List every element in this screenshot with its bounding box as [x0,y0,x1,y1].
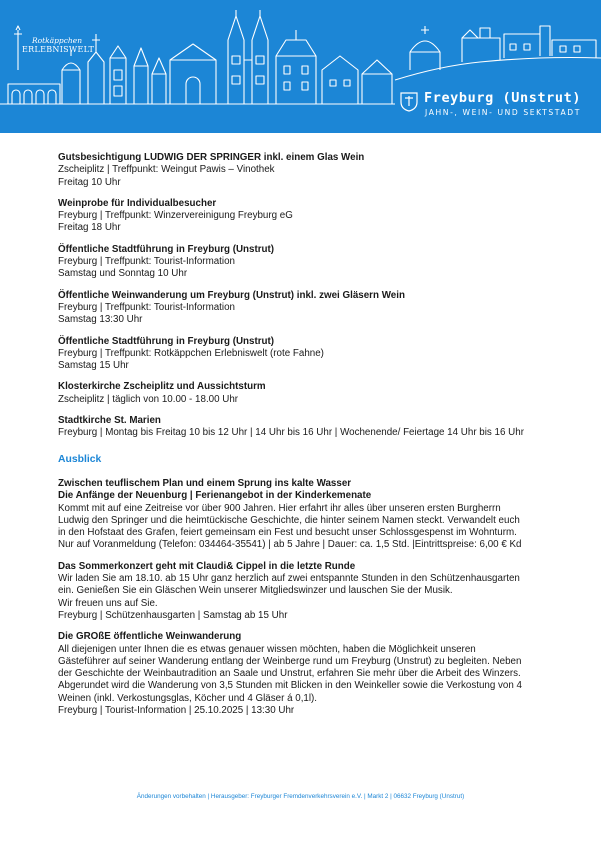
event-title: Öffentliche Stadtführung in Freyburg (Unstrut) [58,335,275,347]
event-item [58,415,548,440]
ausblick-text-line: Nur auf Voranmeldung (Telefon: 034464-35541) | ab 5 Jahre | Dauer: ca. 1,5 Std. |Eintrittspreise: 6,00 € Kd [58,539,522,551]
event-detail: Samstag 13:30 Uhr [58,314,143,326]
ausblick-text-line: der Geschichte der Weinbautradition an Saale und Unstrut, erfahren Sie mehr über die Arbeit des Winzers. [58,668,521,680]
coat-of-arms-icon [400,92,418,112]
town-title: Freyburg (Unstrut) [424,90,582,106]
logo-wordmark: ERLEBNISWELT [22,45,95,54]
ausblick-item [58,561,548,622]
ausblick-text-line: Freyburg | Schützenhausgarten | Samstag ab 15 Uhr [58,609,288,621]
event-item [58,381,548,406]
event-detail: Freyburg | Treffpunkt: Tourist-Information [58,301,235,313]
event-item [58,244,548,281]
event-title: Weinprobe für Individualbesucher [58,197,217,209]
event-title: Klosterkirche Zscheiplitz und Aussichtsturm [58,381,266,393]
event-item [58,152,548,189]
ausblick-text-line: ein. Genießen Sie ein Gläschen Wein unserer Mitgliedswinzer und lauschen Sie der Musik. [58,585,453,597]
event-title: Gutsbesichtigung LUDWIG DER SPRINGER inkl. einem Glas Wein [58,152,365,163]
event-detail: Freyburg | Treffpunkt: Rotkäppchen Erlebniswelt (rote Fahne) [58,347,324,359]
ausblick-text-line: Freyburg | Tourist-Information | 25.10.2025 | 13:30 Uhr [58,704,295,716]
event-detail: Samstag und Sonntag 10 Uhr [58,268,188,280]
event-detail: Zscheiplitz | Treffpunkt: Weingut Pawis – Vinothek [58,164,275,176]
ausblick-text-line: Kommt mit auf eine Zeitreise vor über 900 Jahren. Hier erfahrt ihr alles über unseren ersten Burgherrn [58,502,501,514]
event-detail: Samstag 15 Uhr [58,360,129,372]
ausblick-item [58,478,548,552]
ausblick-title: Die Anfänge der Neuenburg | Ferienangebot in der Kinderkemenate [58,490,372,502]
event-item [58,198,548,235]
event-item [58,336,548,373]
ausblick-heading: Ausblick [58,453,102,465]
event-item [58,290,548,327]
event-detail: Freyburg | Treffpunkt: Winzervereinigung Freyburg eG [58,210,293,222]
ausblick-text-line: Wir laden Sie am 18.10. ab 15 Uhr ganz herzlich auf zwei entspannte Stunden in den Schützenhausgarten [58,573,520,585]
rotkaeppchen-logo [22,36,95,54]
ausblick-text-line: All diejenigen unter Ihnen die es etwas genauer wissen möchten, haben die Möglichkeit unseren [58,643,476,655]
event-detail: Freyburg | Montag bis Freitag 10 bis 12 Uhr | 14 Uhr bis 16 Uhr | Wochenende/ Feiertage 14 Uhr bis 16 Uhr [58,427,524,439]
town-subtitle: JAHN-, WEIN- UND SEKTSTADT [425,108,581,117]
footer-imprint: Änderungen vorbehalten | Herausgeber: Freyburger Fremdenverkehrsverein e.V. | Markt 2 | 06632 Freyburg (Unstrut) [136,793,465,800]
event-title: Stadtkirche St. Marien [58,415,161,427]
main-content [58,152,548,726]
ausblick-title: Zwischen teuflischem Plan und einem Sprung ins kalte Wasser [58,477,352,489]
event-detail: Freitag 10 Uhr [58,176,121,188]
event-detail: Freitag 18 Uhr [58,222,121,234]
event-title: Öffentliche Weinwanderung um Freyburg (Unstrut) inkl. zwei Gläsern Wein [58,289,405,301]
ausblick-item [58,631,548,717]
logo-script-text: Rotkäppchen [31,36,83,45]
ausblick-text-line: Weinen (inkl. Verkostungsglas, Köcher und 4 Gläser á 0,1l). [58,692,318,704]
ausblick-text-line: Ludwig den Springer und die heimtückische Geschichte, die hinter seinem Namen steckt. Verwandelt euch [58,514,520,526]
event-detail: Freyburg | Treffpunkt: Tourist-Information [58,256,235,268]
ausblick-title: Die GROßE öffentliche Weinwanderung [58,631,242,643]
header-banner [0,0,601,133]
ausblick-title: Das Sommerkonzert geht mit Claudi& Cippel in die letzte Runde [58,560,356,572]
ausblick-text-line: Wir freuen uns auf Sie. [58,597,158,609]
event-detail: Zscheiplitz | täglich von 10.00 - 18.00 Uhr [58,393,239,405]
ausblick-text-line: Abgerundet wird die Wanderung von 3,5 Stunden mit Blicken in den Weinkeller sowie die Verkostung von 4 [58,680,522,692]
event-list [58,152,548,440]
ausblick-text-line: Gästeführer auf seiner Wanderung entlang der Weinberge rund um Freyburg (Unstrut) zu begleiten. Neben [58,655,522,667]
event-title: Öffentliche Stadtführung in Freyburg (Unstrut) [58,243,275,255]
ausblick-text-line: in den Hofstaat des Grafen, feiert gemeinsam ein Fest und besucht unser Schlossgespenst im Wohnturm. [58,527,517,539]
ausblick-list [58,478,548,717]
